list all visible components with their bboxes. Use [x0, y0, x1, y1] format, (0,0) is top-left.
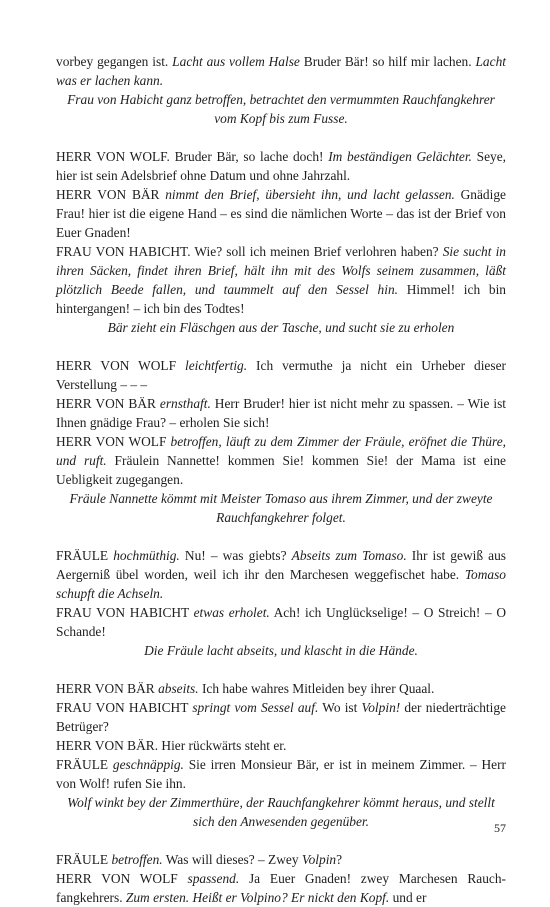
text-run: Gnädige Frau! hier ist die eigene Hand – es sind die nämlichen Worte – das ist der Brief von Euer Gnaden!	[56, 187, 506, 240]
italic-text: Bär zieht ein Fläschgen aus der Tasche, und sucht sie zu erholen	[107, 320, 455, 335]
text-run: FRÄULE	[56, 852, 112, 867]
text-run: Sie irren Monsieur Bär, er ist in meinem Zimmer. – Herr von Wolf! rufen Sie ihn.	[56, 757, 506, 791]
italic-text: ernsthaft.	[159, 396, 211, 411]
dialogue-line	[56, 698, 506, 736]
dialogue-line	[56, 394, 506, 432]
dialogue-line	[56, 242, 506, 318]
stage-direction	[56, 90, 506, 128]
text-run: Herr Bruder! hier ist nicht mehr zu spassen. – Wie ist Ihnen gnädige Frau? – erholen Sie sich!	[56, 396, 506, 430]
stage-direction	[56, 793, 506, 831]
italic-text: Im beständigen Gelächter.	[328, 149, 472, 164]
text-run: Ihr ist gewiß aus Aergerniß übel worden, weil ich ihr den Marchesen weggefischet habe.	[56, 548, 506, 582]
dialogue-line	[56, 185, 506, 242]
text-run: der niederträchtige Betrüger?	[56, 700, 506, 734]
text-run: vorbey gegangen ist.	[56, 54, 173, 69]
stage-direction	[56, 641, 506, 660]
text-run: Himmel! ich bin hintergangen! – ich bin des Todtes!	[56, 282, 506, 316]
italic-text: geschnäppig.	[112, 757, 184, 772]
text-run: HERR VON WOLF. Bruder Bär, so lache doch!	[56, 149, 329, 164]
dialogue-line	[56, 736, 506, 755]
italic-text: Wolf winkt bey der Zimmerthüre, der Rauchfangkehrer kömmt heraus, und stellt sich den Anwesenden gegenüber.	[67, 795, 495, 829]
italic-text: Lacht aus vollem Halse	[172, 54, 300, 69]
italic-text: Frau von Habicht ganz betroffen, betrachtet den vermummten Rauchfangkehrer vom Kopf bis zum Fusse.	[67, 92, 495, 126]
italic-text: spassend.	[187, 871, 240, 886]
italic-text: leichtfertig.	[185, 358, 248, 373]
italic-text: springt vom Sessel auf.	[192, 700, 319, 715]
paragraph-gap	[56, 831, 506, 850]
text-run: Was will dieses? – Zwey	[162, 852, 302, 867]
dialogue-line	[56, 546, 506, 603]
text-run: Fräulein Nannette! kommen Sie! kommen Sie! der Mama ist eine Uebligkeit zugegangen.	[56, 453, 506, 487]
text-run: FRÄULE	[56, 548, 114, 563]
dialogue-line	[56, 603, 506, 641]
italic-text: Volpin!	[361, 700, 401, 715]
text-run: FRAU VON HABICHT	[56, 700, 193, 715]
italic-text: nimmt den Brief, übersieht ihn, und lacht gelassen.	[165, 187, 455, 202]
text-run: FRAU VON HABICHT	[56, 605, 194, 620]
text-run: HERR VON BÄR	[56, 681, 159, 696]
text-run: und er	[389, 890, 427, 905]
text-run: Ach! ich Unglückselige! – O Streich! – O Schande!	[56, 605, 506, 639]
italic-text: Fräule Nannette kömmt mit Meister Tomaso aus ihrem Zimmer, und der zweyte Rauchfangkehrer folget.	[69, 491, 493, 525]
italic-text: Tomaso schupft die Achseln.	[56, 567, 506, 601]
text-run: HERR VON BÄR	[56, 396, 160, 411]
italic-text: Abseits zum Tomaso.	[291, 548, 407, 563]
italic-text: Volpin	[301, 852, 337, 867]
paragraph-gap	[56, 527, 506, 546]
paragraph-gap	[56, 128, 506, 147]
italic-text: Sie sucht in ihren Säcken, findet ihren Brief, hält ihn mit des Wolfs seinem zusammen, läßt plötzlich Beede fallen, und taummelt auf den Sessel hin.	[56, 244, 506, 297]
text-run: Seye, hier ist sein Adelsbrief ohne Datum und ohne Jahrzahl.	[56, 149, 507, 183]
stage-direction	[56, 318, 506, 337]
italic-text: betroffen.	[111, 852, 163, 867]
dialogue-line	[56, 850, 506, 869]
italic-text: abseits.	[158, 681, 199, 696]
italic-text: betroffen, läuft zu dem Zimmer der Fräule, eröfnet die Thüre, und ruft.	[56, 434, 506, 468]
dialogue-line	[56, 432, 506, 489]
italic-text: etwas erholet.	[193, 605, 270, 620]
paragraph-gap	[56, 660, 506, 679]
text-run: HERR VON WOLF	[56, 358, 185, 373]
text-run: Bruder Bär! so hilf mir lachen.	[299, 54, 476, 69]
text-run: HERR VON BÄR. Hier rückwärts steht er.	[56, 738, 287, 753]
text-run: Ich vermuthe ja nicht ein Urheber dieser Verstellung – – –	[56, 358, 506, 392]
dialogue-line	[56, 356, 506, 394]
dialogue-line	[56, 147, 506, 185]
text-run: HERR VON WOLF	[56, 434, 171, 449]
italic-text: Die Fräule lacht abseits, und klascht in die Hände.	[144, 643, 418, 658]
text-run: Wo ist	[318, 700, 362, 715]
paragraph-gap	[56, 337, 506, 356]
dialogue-line	[56, 52, 506, 90]
italic-text: Lacht was er lachen kann.	[56, 54, 506, 88]
text-run: FRAU VON HABICHT. Wie? soll ich meinen Brief verlohren haben?	[56, 244, 443, 259]
dialogue-line	[56, 869, 506, 907]
italic-text: hochmüthig.	[113, 548, 180, 563]
text-run: Ja Euer Gnaden! zwey Marchesen Rauchfangkehrers.	[56, 871, 507, 905]
dialogue-line	[56, 755, 506, 793]
dialogue-line	[56, 679, 506, 698]
stage-direction	[56, 489, 506, 527]
page-number: 57	[494, 821, 506, 835]
text-run: ?	[336, 852, 343, 867]
italic-text: Zum ersten. Heißt er Volpino? Er nickt den Kopf.	[125, 890, 390, 905]
text-run: FRÄULE	[56, 757, 113, 772]
text-run: Nu! – was giebts?	[179, 548, 292, 563]
text-run: Ich habe wahres Mitleiden bey ihrer Quaal.	[198, 681, 435, 696]
text-run: HERR VON BÄR	[56, 187, 166, 202]
page-body	[56, 52, 506, 907]
text-run: HERR VON WOLF	[56, 871, 188, 886]
